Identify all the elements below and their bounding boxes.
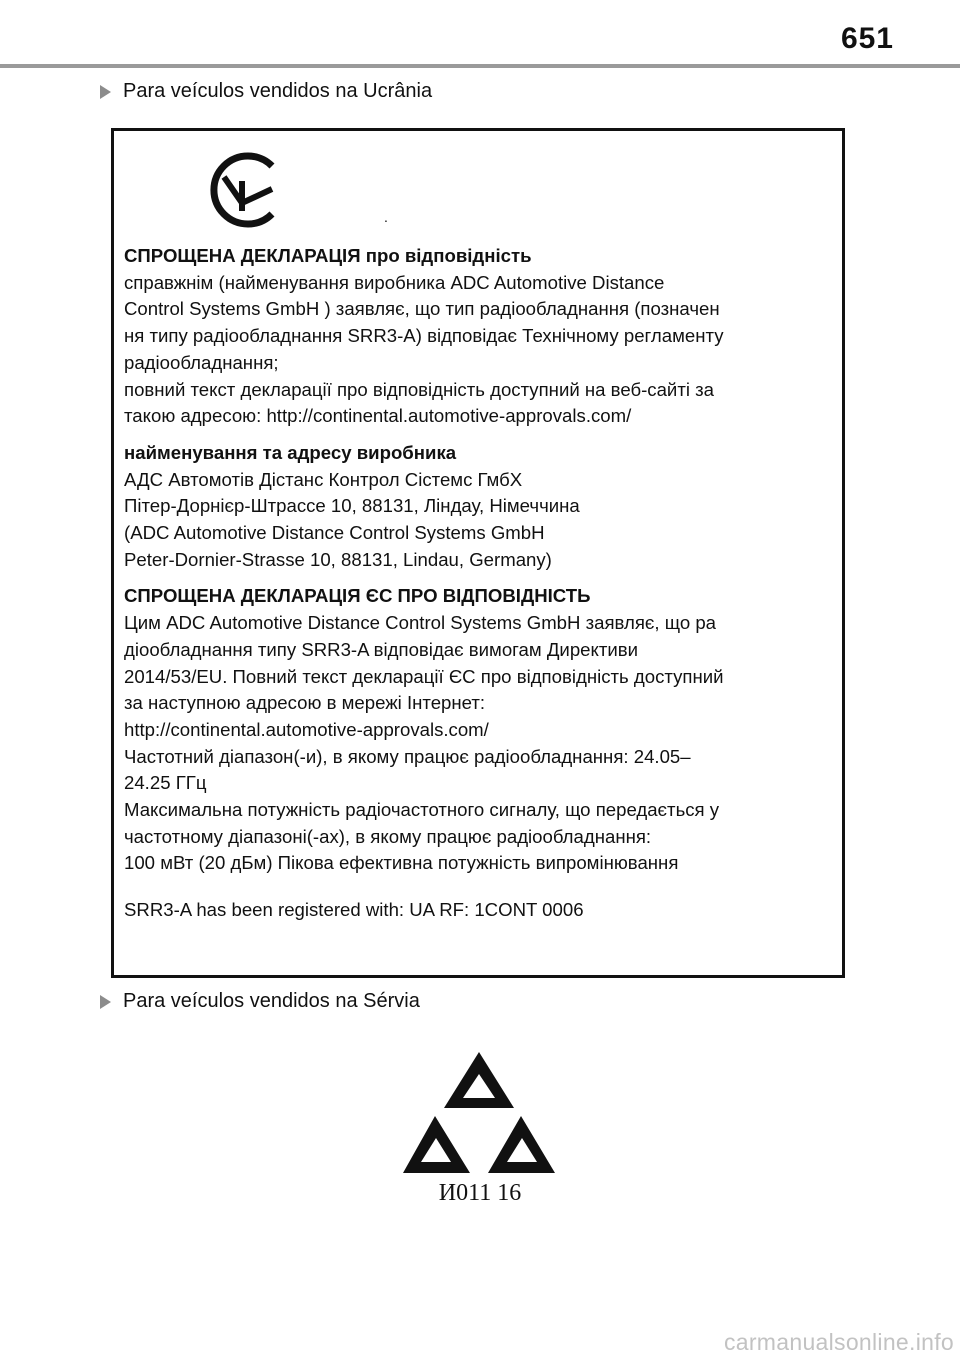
- text-line: Peter-Dornier-Strasse 10, 88131, Lindau, Germany): [124, 548, 552, 570]
- stray-dot: .: [384, 209, 388, 225]
- text-line: Частотний діапазон(-и), в якому працює радіообладнання: 24.05–: [124, 745, 691, 767]
- ukraine-declaration-box: [111, 128, 845, 978]
- section-heading-serbia: [100, 990, 420, 1013]
- registration-line: SRR3-A has been registered with: UA RF: 1CONT 0006: [124, 899, 584, 921]
- text-line: Пітер-Дорнієр-Штрассе 10, 88131, Ліндау, Німеччина: [124, 495, 580, 517]
- text-line: діообладнання типу SRR3-A відповідає вимогам Директиви: [124, 638, 639, 660]
- section-label: Para veículos vendidos na Ucrânia: [123, 80, 433, 102]
- text-line: справжнім (найменування виробника ADC Automotive Distance: [124, 271, 665, 293]
- declaration-heading: СПРОЩЕНА ДЕКЛАРАЦІЯ про відповідність: [124, 245, 532, 266]
- bullet-arrow-icon: [100, 995, 111, 1009]
- watermark: carmanualsonline.info: [723, 1329, 954, 1355]
- declaration-text: [124, 243, 839, 924]
- text-line: такою адресою: http://continental.automotive-approvals.com/: [124, 405, 632, 427]
- serbia-certificate-code: И011 16: [438, 1180, 522, 1206]
- text-line: (ADC Automotive Distance Control Systems GmbH: [124, 522, 545, 544]
- manufacturer-heading: найменування та адресу виробника: [124, 441, 457, 463]
- text-line: за наступною адресою в мережі Інтернет:: [124, 692, 486, 714]
- text-line: 2014/53/EU. Повний текст декларації ЄС про відповідність доступний: [124, 665, 724, 687]
- header-rule: [0, 64, 960, 68]
- text-line: радіообладнання;: [124, 351, 279, 373]
- text-line: 24.25 ГГц: [124, 772, 207, 794]
- bullet-arrow-icon: [100, 85, 111, 99]
- text-line: частотному діапазоні(-ах), в якому працює радіообладнання:: [124, 825, 652, 847]
- text-line: Максимальна потужність радіочастотного сигналу, що передається у: [124, 799, 720, 821]
- text-line: повний текст декларації про відповідність доступний на веб-сайті за: [124, 378, 714, 400]
- text-line: 100 мВт (20 дБм) Пікова ефективна потужність випромінювання: [124, 852, 679, 874]
- text-line: Цим ADC Automotive Distance Control Systems GmbH заявляє, що ра: [124, 612, 717, 634]
- ukrainian-conformity-mark-icon: [202, 151, 290, 229]
- section-heading-ukraine: [100, 80, 432, 103]
- section-label: Para veículos vendidos na Sérvia: [123, 990, 420, 1012]
- serbian-conformity-mark-icon: [403, 1052, 555, 1176]
- text-line: http://continental.automotive-approvals.com/: [124, 718, 489, 740]
- eu-declaration-heading: СПРОЩЕНА ДЕКЛАРАЦІЯ ЄС ПРО ВІДПОВІДНІСТЬ: [124, 585, 591, 607]
- text-line: АДС Автомотів Дістанс Контрол Сістемс ГмбХ: [124, 468, 523, 490]
- page-number: 651: [840, 22, 894, 55]
- text-line: ня типу радіообладнання SRR3-A) відповідає Технічному регламенту: [124, 325, 724, 347]
- text-line: Control Systems GmbH ) заявляє, що тип радіообладнання (позначен: [124, 298, 720, 320]
